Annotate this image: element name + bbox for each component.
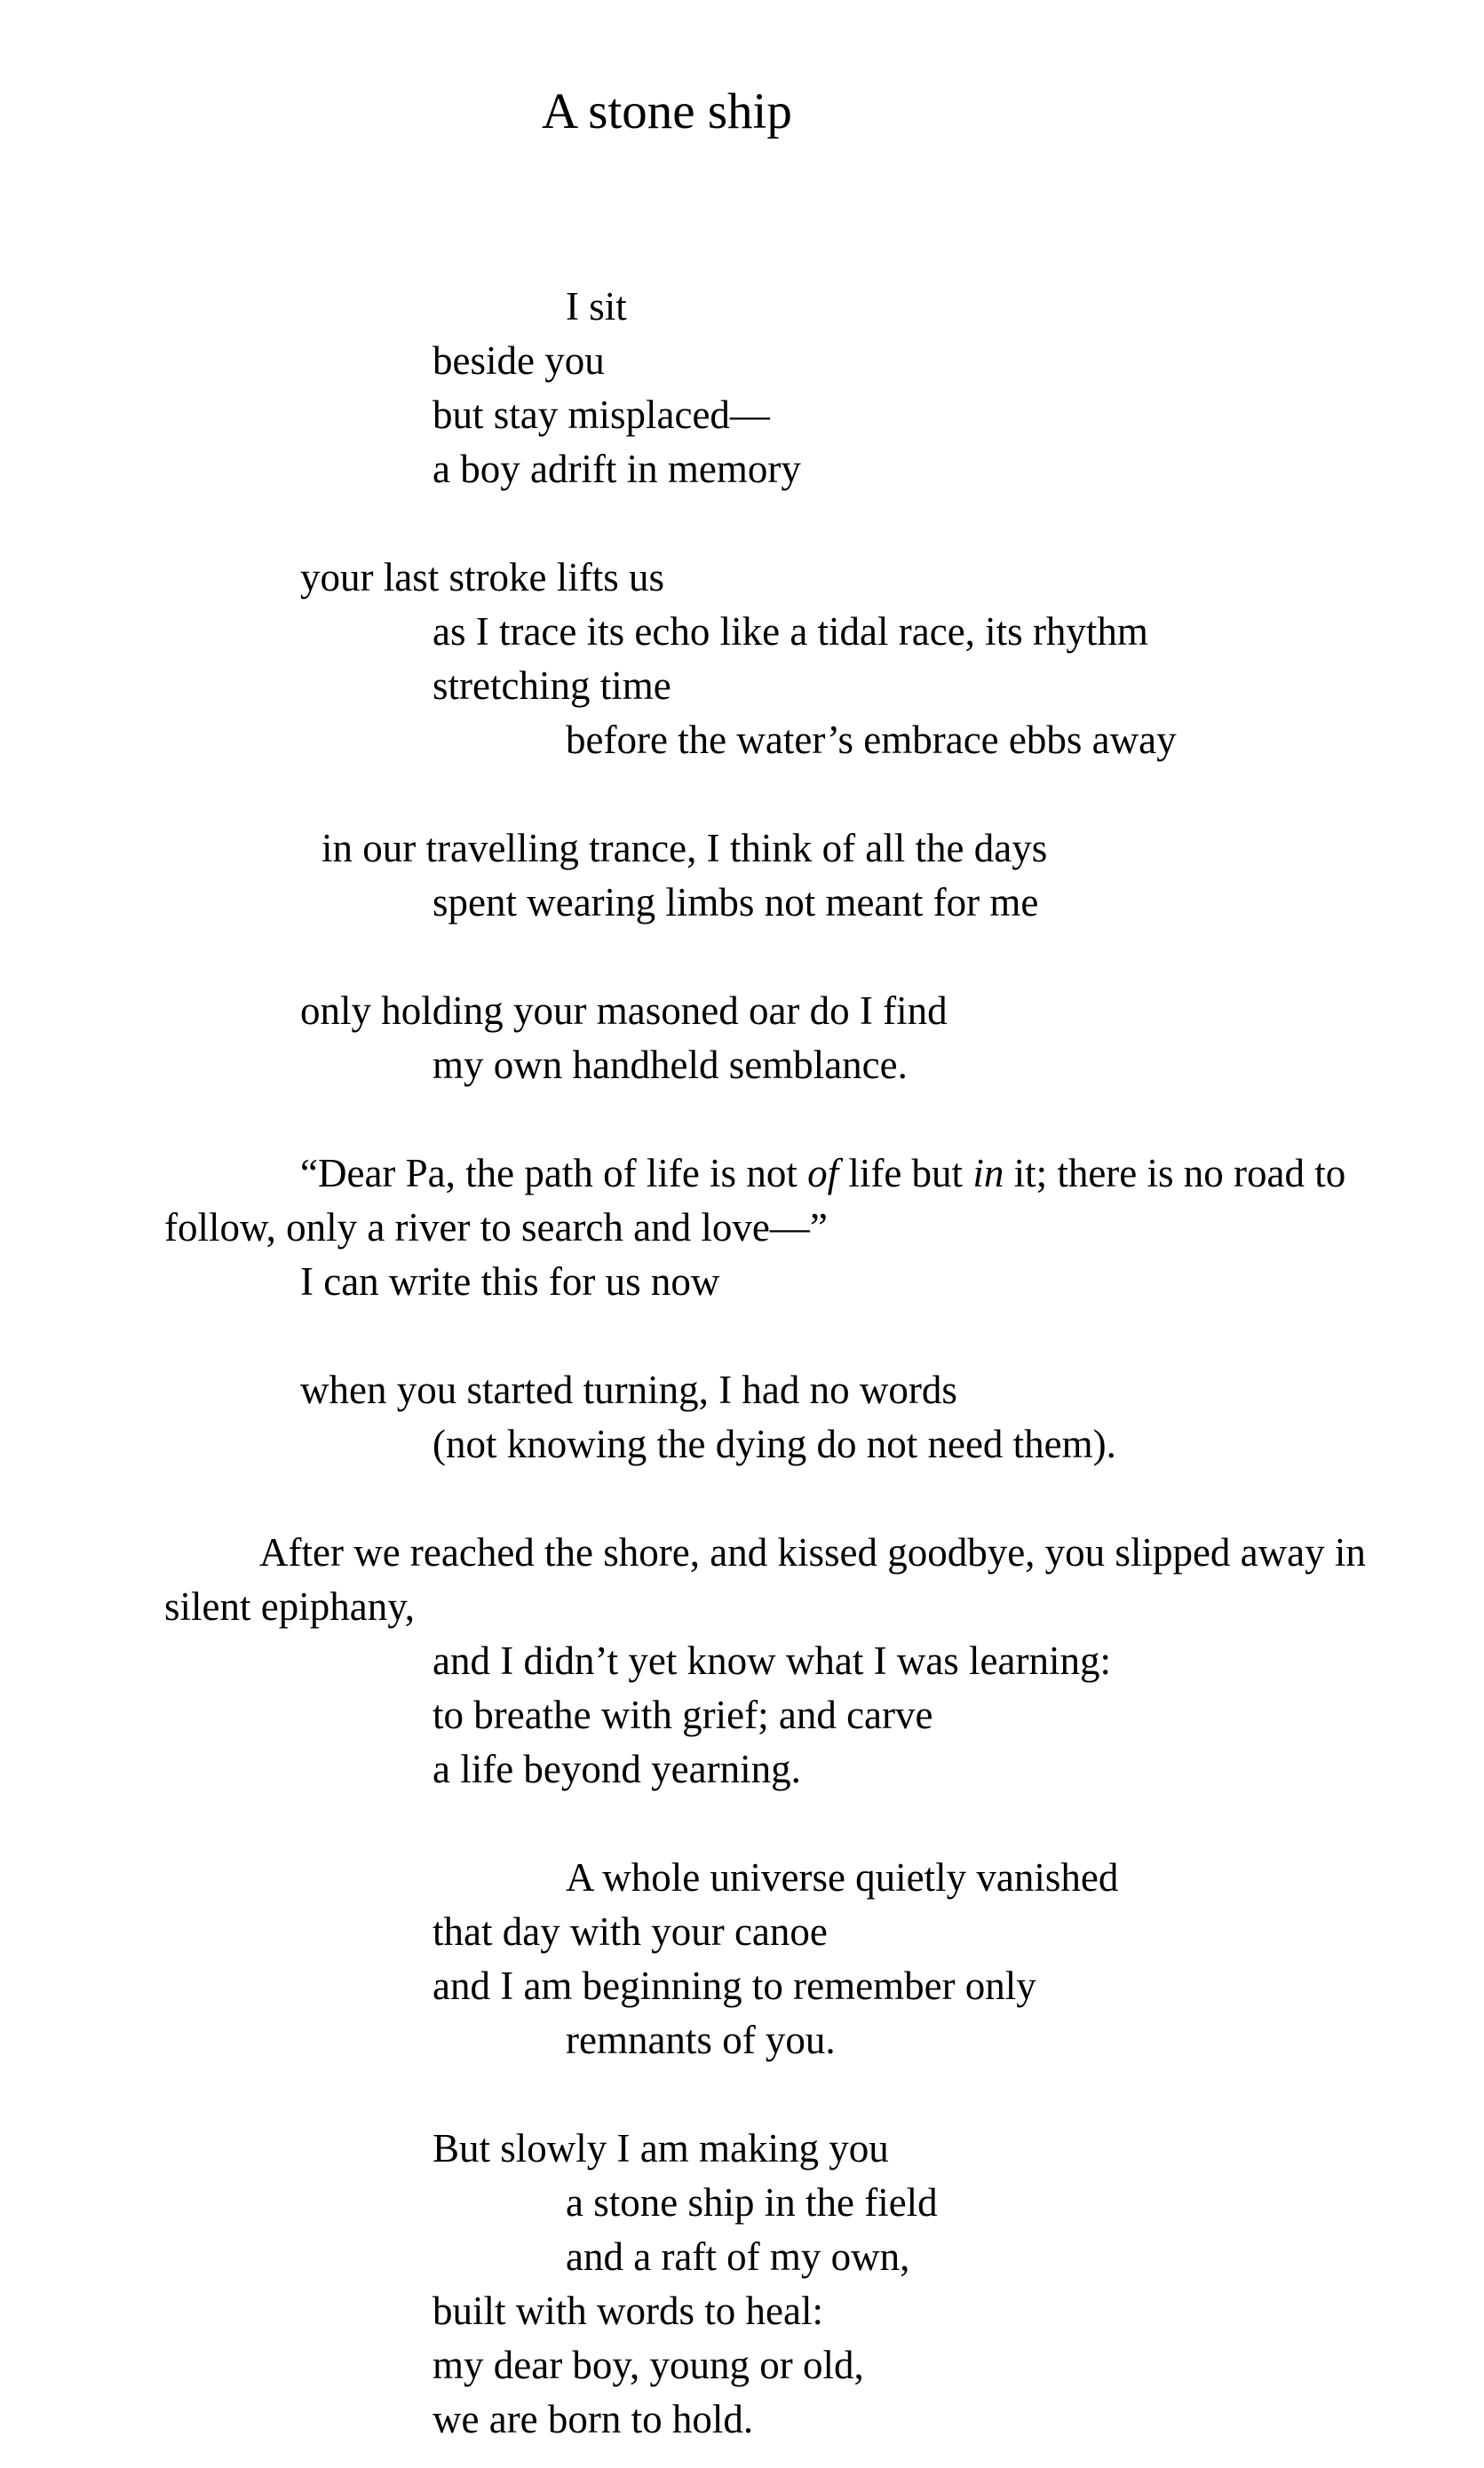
poem-text: my own handheld semblance. bbox=[433, 1043, 908, 1087]
poem-text: but stay misplaced— bbox=[433, 393, 770, 437]
poem-line bbox=[0, 2176, 1484, 2230]
poem-text: as I trace its echo like a tidal race, its rhythm bbox=[433, 609, 1148, 654]
poem-text: life but bbox=[838, 1151, 973, 1195]
poem bbox=[0, 280, 1484, 2447]
poem-text: your last stroke lifts us bbox=[300, 555, 664, 599]
poem-text: A whole universe quietly vanished bbox=[566, 1855, 1119, 1900]
poem-text: a stone ship in the field bbox=[566, 2180, 938, 2225]
poem-text: when you started turning, I had no words bbox=[300, 1368, 957, 1412]
poem-line bbox=[0, 1363, 1484, 1417]
poem-text: stretching time bbox=[433, 663, 671, 708]
poem-line bbox=[0, 551, 1484, 605]
poem-line bbox=[0, 2122, 1484, 2176]
poem-line bbox=[0, 1255, 1484, 1309]
poem-line bbox=[0, 2013, 1484, 2067]
poem-line bbox=[0, 1038, 1484, 1092]
poem-text-italic: of bbox=[807, 1151, 839, 1195]
poem-text-italic: in bbox=[972, 1151, 1004, 1195]
stanza bbox=[0, 280, 1484, 496]
poem-text: before the water’s embrace ebbs away bbox=[566, 718, 1177, 762]
poem-line bbox=[0, 442, 1484, 496]
poem-text: beside you bbox=[433, 338, 605, 383]
poem-line bbox=[0, 1417, 1484, 1472]
poem-line bbox=[0, 388, 1484, 442]
poem-text: built with words to heal: bbox=[433, 2289, 823, 2333]
poem-line bbox=[0, 605, 1484, 659]
poem-text: that day with your canoe bbox=[433, 1909, 828, 1954]
poem-line bbox=[0, 280, 1484, 334]
stanza bbox=[0, 551, 1484, 767]
stanza bbox=[0, 1851, 1484, 2067]
poem-line bbox=[0, 984, 1484, 1038]
poem-text: I sit bbox=[566, 284, 627, 329]
poem-text: But slowly I am making you bbox=[433, 2126, 889, 2170]
poem-line bbox=[0, 1905, 1484, 1959]
poem-line bbox=[0, 2393, 1484, 2447]
poem-text: a life beyond yearning. bbox=[433, 1747, 801, 1791]
poem-line bbox=[0, 2230, 1484, 2284]
poem-text: (not knowing the dying do not need them). bbox=[433, 1422, 1116, 1466]
poem-line bbox=[0, 713, 1484, 767]
poem-line bbox=[0, 659, 1484, 713]
poem-text: I can write this for us now bbox=[300, 1259, 720, 1304]
poem-line bbox=[0, 876, 1484, 930]
stanza bbox=[0, 1363, 1484, 1472]
poem-text: silent epiphany, bbox=[164, 1584, 416, 1629]
poem-text: After we reached the shore, and kissed goodbye, you slipped away in bbox=[259, 1530, 1366, 1575]
poem-title: A stone ship bbox=[542, 83, 792, 139]
stanza bbox=[0, 984, 1484, 1092]
stanza bbox=[0, 1147, 1484, 1309]
poem-line bbox=[0, 1526, 1484, 1580]
poem-text: remnants of you. bbox=[566, 2018, 836, 2062]
poem-line bbox=[0, 1201, 1484, 1255]
poem-text: follow, only a river to search and love—” bbox=[164, 1205, 828, 1250]
poem-line bbox=[0, 1851, 1484, 1905]
poem-text: a boy adrift in memory bbox=[433, 447, 801, 491]
poem-line bbox=[0, 2284, 1484, 2338]
poem-line bbox=[0, 1147, 1484, 1201]
poem-line bbox=[0, 1742, 1484, 1797]
poem-line bbox=[0, 1634, 1484, 1688]
poem-text: my dear boy, young or old, bbox=[433, 2343, 864, 2387]
stanza bbox=[0, 2122, 1484, 2447]
poem-text: and a raft of my own, bbox=[566, 2234, 910, 2279]
poem-text: in our travelling trance, I think of all the days bbox=[321, 826, 1048, 870]
poem-line bbox=[0, 1959, 1484, 2013]
poem-text: and I didn’t yet know what I was learning: bbox=[433, 1639, 1111, 1683]
poem-text: we are born to hold. bbox=[433, 2397, 754, 2441]
poem-text: “Dear Pa, the path of life is not bbox=[300, 1151, 808, 1195]
stanza bbox=[0, 1526, 1484, 1797]
poem-line bbox=[0, 1688, 1484, 1742]
stanza bbox=[0, 821, 1484, 930]
poem-text: to breathe with grief; and carve bbox=[433, 1693, 933, 1737]
poem-line bbox=[0, 2338, 1484, 2393]
poem-text: it; there is no road to bbox=[1004, 1151, 1346, 1195]
poem-line bbox=[0, 1580, 1484, 1634]
poem-text: and I am beginning to remember only bbox=[433, 1964, 1036, 2008]
poem-text: spent wearing limbs not meant for me bbox=[433, 880, 1039, 925]
poem-line bbox=[0, 334, 1484, 388]
poem-text: only holding your masoned oar do I find bbox=[300, 988, 948, 1033]
poem-line bbox=[0, 821, 1484, 876]
